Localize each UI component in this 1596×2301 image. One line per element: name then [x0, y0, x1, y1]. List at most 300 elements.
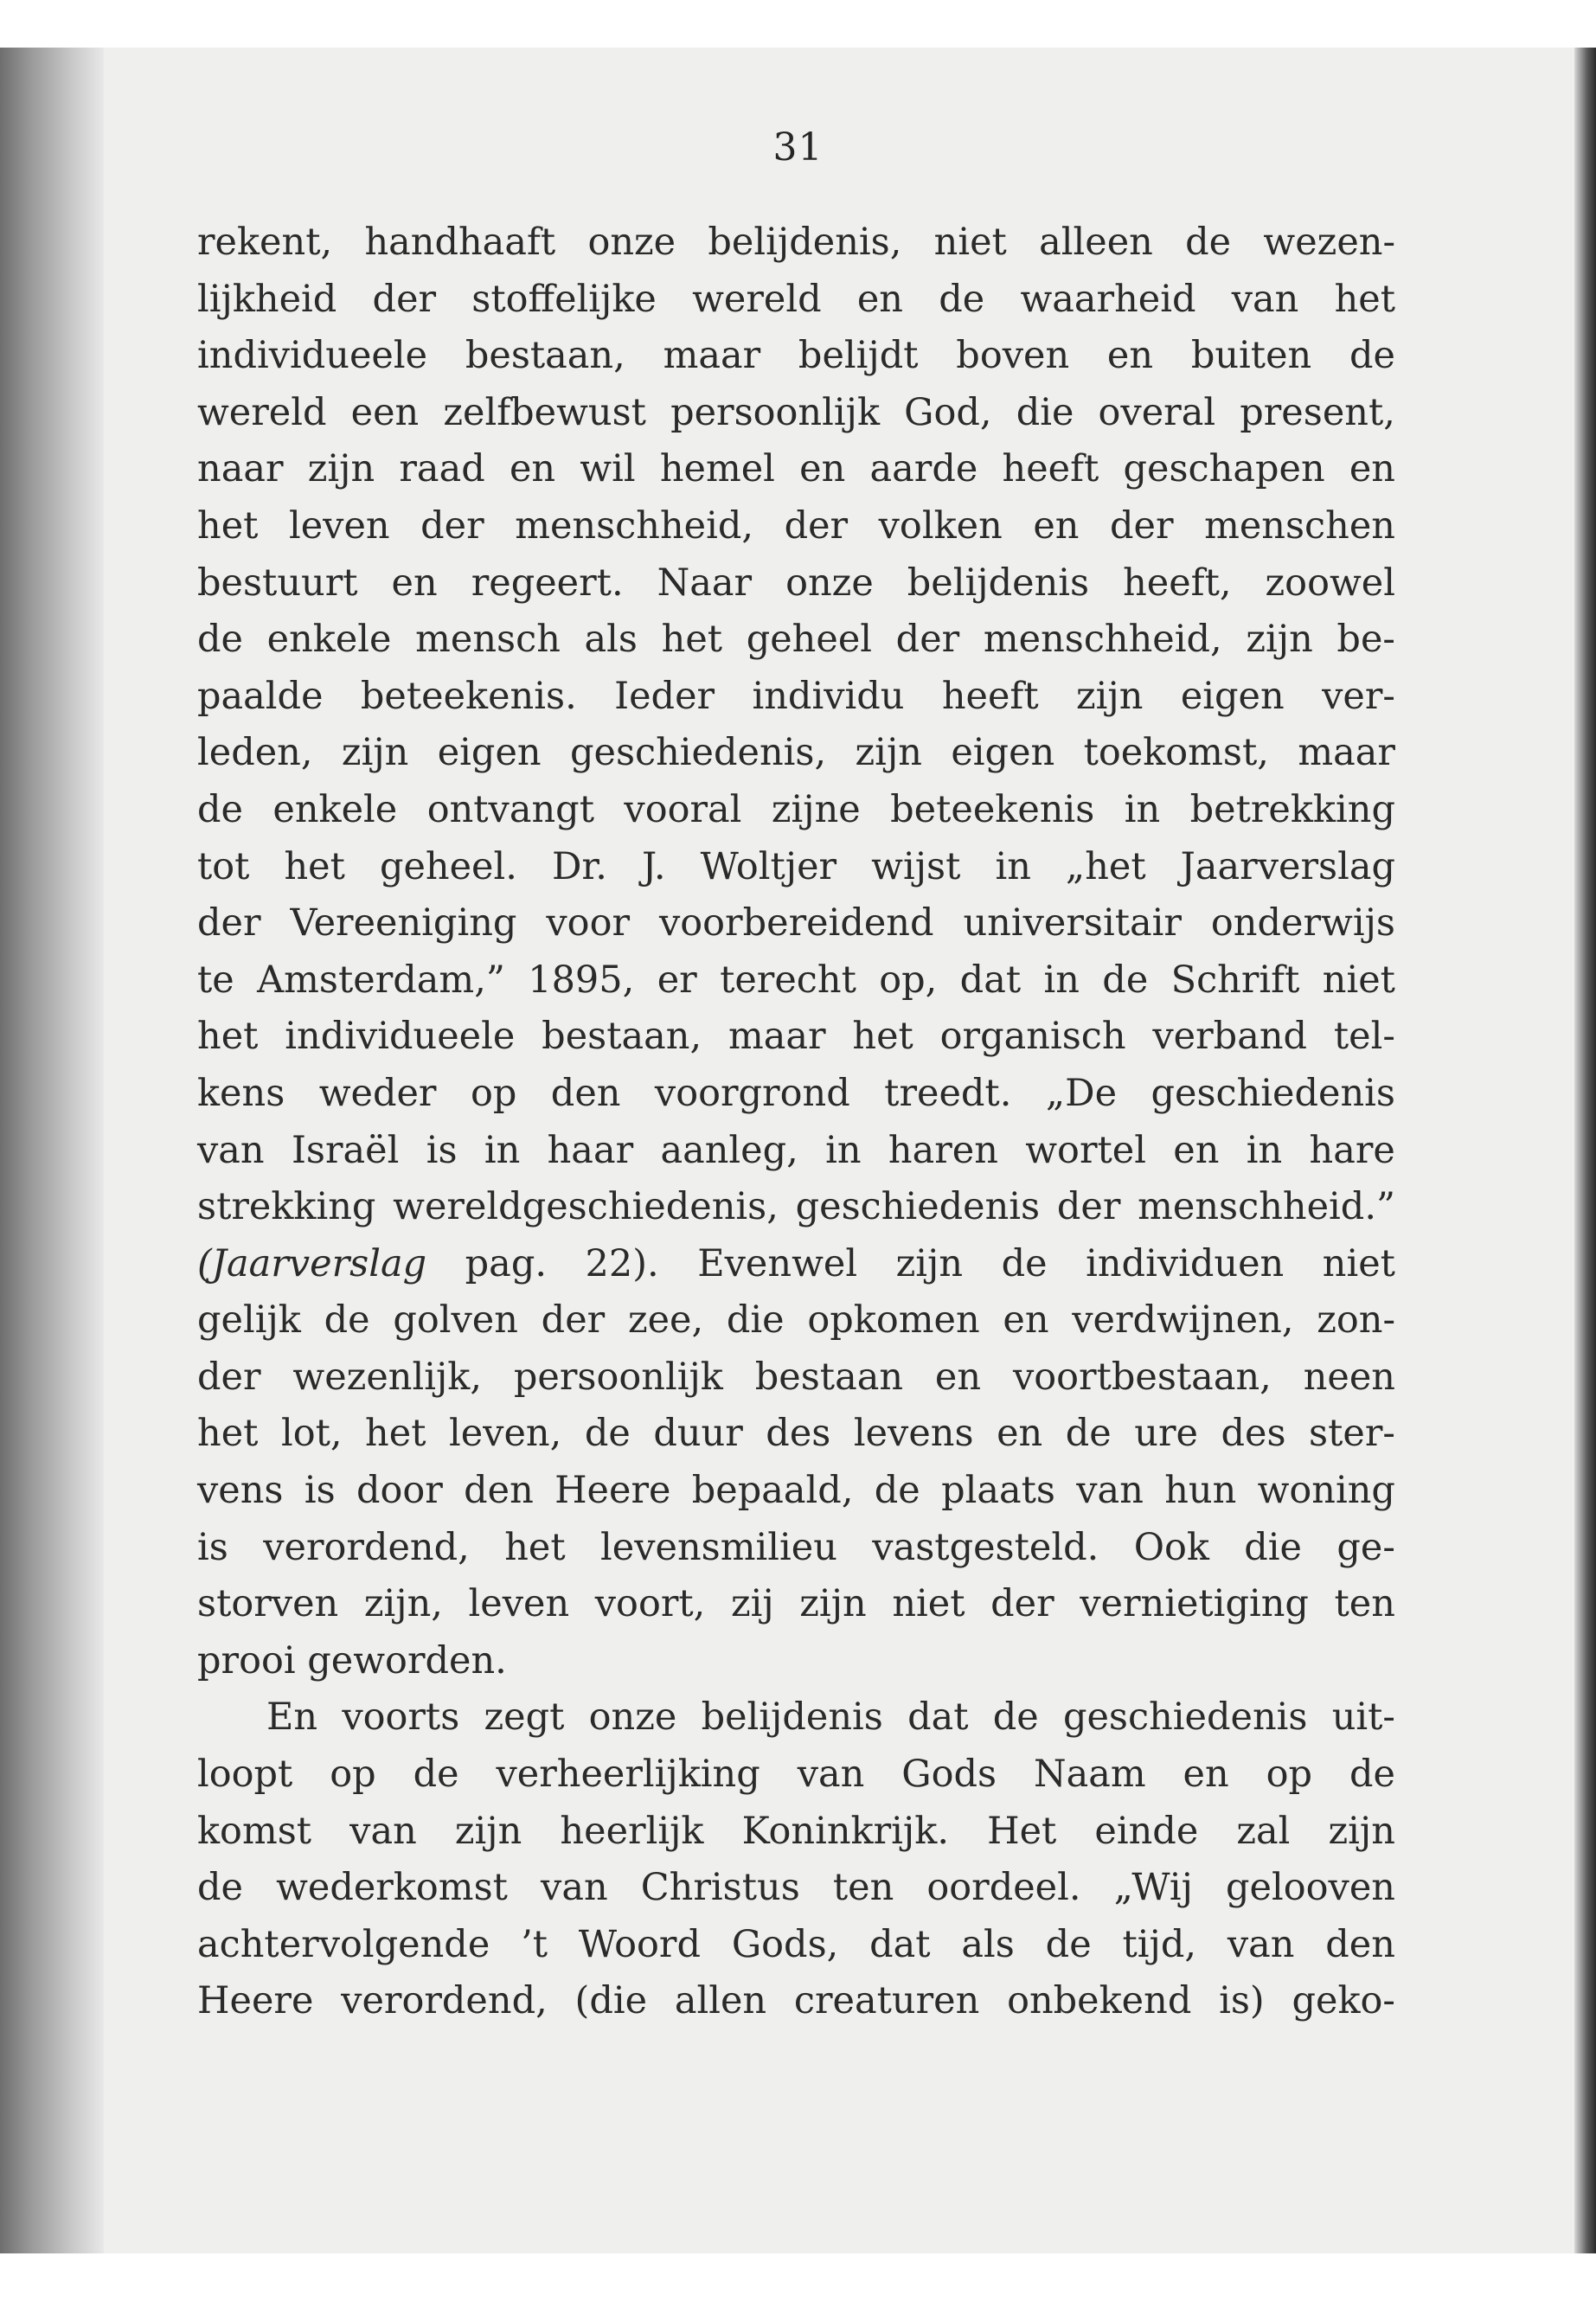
word: niet — [1322, 1241, 1395, 1285]
word: eigen — [1180, 674, 1285, 718]
word: tel- — [1333, 1015, 1395, 1059]
word: levensmilieu — [600, 1525, 837, 1569]
text-line — [197, 1860, 1395, 1917]
word: belijdenis — [907, 561, 1090, 605]
text-line — [197, 1463, 1395, 1520]
word: aarde — [869, 447, 978, 491]
word: ten — [832, 1866, 894, 1910]
word: maar — [1298, 731, 1395, 775]
word: zijn — [895, 1241, 964, 1285]
word: bestuurt — [197, 561, 358, 605]
text-line — [197, 1689, 1395, 1747]
word: heerlijk — [560, 1809, 704, 1853]
word: Koninkrijk. — [741, 1809, 949, 1853]
word: naar — [197, 447, 284, 491]
word: de — [1045, 1922, 1092, 1966]
word: der — [1056, 1185, 1121, 1229]
word: menschheid, — [515, 503, 754, 548]
word: universitair — [963, 901, 1182, 945]
word: Heere — [554, 1469, 671, 1513]
text-line — [197, 1009, 1395, 1066]
word: op, — [879, 958, 938, 1002]
word: wereldgeschiedenis, — [393, 1185, 779, 1229]
word: is — [426, 1128, 458, 1172]
word: verband — [1152, 1015, 1308, 1059]
word: ten — [1334, 1582, 1395, 1626]
text-line — [197, 839, 1395, 896]
scan-bottom-margin — [0, 2253, 1596, 2301]
word: waarheid — [1020, 277, 1196, 321]
word: opkomen — [807, 1298, 980, 1343]
word: gelooven — [1226, 1866, 1395, 1910]
word: belijdenis — [701, 1695, 883, 1740]
word: duur — [653, 1412, 743, 1456]
word: der — [372, 277, 437, 321]
word: der — [197, 901, 261, 945]
word: neen — [1303, 1355, 1395, 1399]
word: het — [197, 503, 259, 548]
word: geschiedenis — [1151, 1071, 1395, 1115]
word: die — [1244, 1525, 1303, 1569]
word: op — [1266, 1753, 1313, 1797]
word: be- — [1336, 618, 1395, 662]
word: dat — [869, 1922, 931, 1966]
word: rekent, — [197, 221, 333, 264]
word: onbekend — [1007, 1979, 1192, 2023]
word: ge- — [1336, 1525, 1395, 1569]
word: Ook — [1133, 1525, 1209, 1569]
text-line — [197, 1066, 1395, 1123]
word: verordend, — [341, 1979, 548, 2023]
word: onze — [588, 1695, 677, 1740]
word: de — [874, 1469, 920, 1513]
word: zijn — [1328, 1809, 1395, 1853]
word: geworden. — [307, 1638, 507, 1682]
word: verordend, — [263, 1525, 470, 1569]
word: „De — [1045, 1071, 1118, 1115]
text-line — [197, 1236, 1395, 1293]
word: buiten — [1190, 334, 1312, 378]
word: den — [550, 1071, 621, 1115]
word: storven — [197, 1582, 339, 1626]
word: kens — [197, 1071, 285, 1115]
word: individueele — [197, 334, 428, 378]
word: present, — [1240, 390, 1395, 434]
word: geschiedenis — [795, 1185, 1041, 1229]
word: J. — [641, 844, 666, 888]
word: toekomst, — [1083, 731, 1269, 775]
word: eigen — [437, 731, 542, 775]
word: maar — [663, 334, 761, 378]
text-line — [197, 1520, 1395, 1577]
word: strekking — [197, 1185, 376, 1229]
word: en — [1183, 1753, 1229, 1797]
text-line — [197, 782, 1395, 839]
word: des — [766, 1412, 831, 1456]
word: Schrift — [1170, 958, 1300, 1002]
word: de — [1185, 221, 1232, 264]
word: zoowel — [1265, 561, 1395, 605]
word: individuen — [1086, 1241, 1285, 1285]
word: verheerlijking — [496, 1753, 760, 1797]
word: achtervolgende — [197, 1922, 490, 1966]
book-gutter-shadow — [0, 48, 104, 2253]
word: hun — [1164, 1469, 1237, 1513]
word: organisch — [939, 1015, 1126, 1059]
word: Jaarverslag — [1180, 844, 1395, 888]
word: aanleg, — [660, 1128, 798, 1172]
word: zijn — [855, 731, 922, 775]
word: heeft — [941, 674, 1039, 718]
text-line — [197, 498, 1395, 555]
word: Woord — [578, 1922, 701, 1966]
text-line — [197, 1747, 1395, 1804]
word: voorts — [342, 1695, 460, 1740]
word: van — [797, 1753, 865, 1797]
word: wezen- — [1263, 221, 1395, 264]
word: dat — [959, 958, 1022, 1002]
word: ontvangt — [426, 787, 594, 831]
word: vens — [197, 1469, 284, 1513]
word: Woltjer — [700, 844, 837, 888]
word: golven — [393, 1298, 518, 1343]
word: voorgrond — [654, 1071, 850, 1115]
word: geschiedenis, — [569, 731, 827, 775]
word: treedt. — [884, 1071, 1012, 1115]
word: wijst — [871, 844, 961, 888]
word: en — [997, 1412, 1043, 1456]
word: zijn — [1076, 674, 1144, 718]
word: maar — [727, 1015, 826, 1059]
text-line — [197, 385, 1395, 442]
word: komst — [197, 1809, 312, 1853]
word: in — [825, 1128, 862, 1172]
word: van — [1227, 1922, 1295, 1966]
word: Het — [987, 1809, 1057, 1853]
word: menschheid, — [983, 618, 1222, 662]
word: de — [939, 277, 985, 321]
word: der — [895, 618, 960, 662]
word: belijdt — [798, 334, 919, 378]
word: Naam — [1033, 1753, 1146, 1797]
word: haar — [547, 1128, 634, 1172]
word: vooral — [624, 787, 742, 831]
word: stoffelijke — [471, 277, 657, 321]
word: geheel — [746, 618, 873, 662]
word: persoonlijk — [513, 1355, 723, 1399]
word: pag. — [465, 1241, 548, 1285]
word: het — [197, 1015, 259, 1059]
text-line — [197, 1406, 1395, 1463]
word: zijn — [454, 1809, 522, 1853]
word: haren — [888, 1128, 998, 1172]
word: is) — [1219, 1979, 1265, 2023]
word: onze — [587, 221, 676, 264]
word: Evenwel — [697, 1241, 858, 1285]
word: boven — [956, 334, 1070, 378]
word: zijne — [771, 787, 861, 831]
word: onderwijs — [1210, 901, 1395, 945]
word: van — [541, 1866, 608, 1910]
word: zal — [1236, 1809, 1291, 1853]
word: den — [1325, 1922, 1395, 1966]
word: er — [657, 958, 697, 1002]
word: op — [330, 1753, 376, 1797]
word: heeft — [1002, 447, 1099, 491]
word: in — [484, 1128, 521, 1172]
word: de — [197, 787, 243, 831]
word: wereld — [692, 277, 822, 321]
word: der — [784, 503, 849, 548]
word: volken — [878, 503, 1003, 548]
word: woning — [1257, 1469, 1395, 1513]
word: wederkomst — [276, 1866, 508, 1910]
word: mensch — [415, 618, 561, 662]
word: eigen — [951, 731, 1055, 775]
text-line — [197, 725, 1395, 782]
word: den — [464, 1469, 534, 1513]
text-line — [197, 215, 1395, 272]
word: lijkheid — [197, 277, 337, 321]
text-line — [197, 1973, 1395, 2030]
word: de — [197, 1866, 243, 1910]
text-line — [197, 612, 1395, 669]
word: het — [852, 1015, 913, 1059]
word: de — [1001, 1241, 1048, 1285]
word: van — [349, 1809, 417, 1853]
word: betrekking — [1189, 787, 1395, 831]
word: de — [1065, 1412, 1112, 1456]
word: levens — [853, 1412, 974, 1456]
word: is — [197, 1525, 228, 1569]
word: te — [197, 958, 234, 1002]
word: raad — [399, 447, 485, 491]
word: in — [1043, 958, 1080, 1002]
text-line — [197, 555, 1395, 612]
word: bestaan, — [465, 334, 625, 378]
word: in — [1124, 787, 1161, 831]
word: En — [266, 1695, 318, 1740]
word: en — [1033, 503, 1080, 548]
word: het — [661, 618, 723, 662]
word: het — [197, 1412, 259, 1456]
word: het — [284, 844, 345, 888]
word: bepaald, — [691, 1469, 854, 1513]
word: overal — [1098, 390, 1216, 434]
word: 1895, — [528, 958, 635, 1002]
word: terecht — [720, 958, 856, 1002]
text-line — [197, 1179, 1395, 1236]
word: niet — [892, 1582, 965, 1626]
word: Heere — [197, 1979, 314, 2023]
word: regeert. — [471, 561, 624, 605]
word: vernietiging — [1080, 1582, 1309, 1626]
word: hemel — [659, 447, 775, 491]
word: Christus — [640, 1866, 800, 1910]
word: wereld — [197, 390, 327, 434]
word: zijn, — [363, 1582, 443, 1626]
word: allen — [674, 1979, 767, 2023]
word: en — [1003, 1298, 1049, 1343]
word: en — [391, 561, 438, 605]
word: de — [992, 1695, 1039, 1740]
word: wezenlijk, — [292, 1355, 483, 1399]
word: Gods — [901, 1753, 997, 1797]
word: vastgesteld. — [872, 1525, 1099, 1569]
word: wortel — [1025, 1128, 1146, 1172]
word: leden, — [197, 731, 313, 775]
word: tot — [197, 844, 250, 888]
word: voortbestaan, — [1012, 1355, 1272, 1399]
word: voorbereidend — [658, 901, 934, 945]
word: gelijk — [197, 1298, 301, 1343]
word: de — [1349, 1753, 1395, 1797]
text-line — [197, 669, 1395, 726]
word: zijn — [307, 447, 375, 491]
word: van — [1076, 1469, 1144, 1513]
word: en — [1106, 334, 1154, 378]
word: Amsterdam,” — [257, 958, 505, 1002]
text-line — [197, 441, 1395, 498]
text-line — [197, 272, 1395, 329]
word: ster- — [1309, 1412, 1395, 1456]
text-line — [197, 1917, 1395, 1974]
word: zon- — [1317, 1298, 1395, 1343]
word: persoonlijk — [670, 390, 881, 434]
text-line — [197, 1292, 1395, 1349]
word: uit- — [1331, 1695, 1395, 1740]
word: plaats — [941, 1469, 1055, 1513]
word: beteekenis. — [360, 674, 577, 718]
word: bestaan, — [542, 1015, 702, 1059]
word: voor — [546, 901, 631, 945]
word: geheel. — [379, 844, 517, 888]
word: de — [197, 618, 243, 662]
scan-top-margin — [0, 0, 1596, 48]
text-line — [197, 1804, 1395, 1861]
word: is — [304, 1469, 336, 1513]
word: onze — [785, 561, 874, 605]
word: de — [1102, 958, 1149, 1002]
word: (Jaarverslag — [197, 1241, 427, 1285]
word: geschapen — [1123, 447, 1325, 491]
word: leven — [468, 1582, 570, 1626]
word: niet — [1322, 958, 1395, 1002]
word: Dr. — [551, 844, 607, 888]
word: leven — [288, 503, 390, 548]
word: der — [990, 1582, 1054, 1626]
word: ’t — [521, 1922, 548, 1966]
word: prooi — [197, 1638, 308, 1682]
word: zee, — [627, 1298, 704, 1343]
word: niet — [933, 221, 1007, 264]
word: voort, — [594, 1582, 706, 1626]
word: in — [995, 844, 1031, 888]
word: hare — [1309, 1128, 1395, 1172]
word: geko- — [1292, 1979, 1395, 2023]
word: de — [324, 1298, 370, 1343]
word: Ieder — [614, 674, 715, 718]
word: leven, — [448, 1412, 562, 1456]
word: creaturen — [793, 1979, 980, 2023]
page-number: 31 — [772, 125, 824, 170]
word: op — [470, 1071, 517, 1115]
word: der — [541, 1298, 606, 1343]
text-line — [197, 1349, 1395, 1407]
text-line — [197, 1633, 1395, 1690]
word: zelfbewust — [443, 390, 646, 434]
word: lot, — [280, 1412, 343, 1456]
word: en — [856, 277, 904, 321]
word: en — [1173, 1128, 1220, 1172]
word: door — [356, 1469, 443, 1513]
text-line — [197, 1576, 1395, 1633]
word: belijdenis, — [708, 221, 902, 264]
word: handhaaft — [364, 221, 556, 264]
word: het — [1334, 277, 1395, 321]
word: als — [584, 618, 638, 662]
text-line — [197, 328, 1395, 385]
word: loopt — [197, 1753, 293, 1797]
word: der — [1110, 503, 1174, 548]
word: enkele — [266, 618, 392, 662]
word: van — [197, 1128, 265, 1172]
word: weder — [318, 1071, 437, 1115]
word: dat — [907, 1695, 969, 1740]
word: en — [799, 447, 846, 491]
word: beteekenis — [890, 787, 1095, 831]
word: wil — [580, 447, 636, 491]
word: individu — [752, 674, 905, 718]
word: van — [1231, 277, 1299, 321]
word: Vereeniging — [290, 901, 517, 945]
body-text — [197, 215, 1395, 2030]
word: oordeel. — [926, 1866, 1081, 1910]
word: God, — [904, 390, 992, 434]
word: en — [509, 447, 556, 491]
page-edge — [1574, 48, 1596, 2253]
word: in — [1246, 1128, 1283, 1172]
word: en — [1349, 447, 1395, 491]
word: de — [1349, 334, 1395, 378]
word: bestaan — [754, 1355, 904, 1399]
word: als — [961, 1922, 1015, 1966]
word: einde — [1094, 1809, 1199, 1853]
word: der — [197, 1355, 261, 1399]
word: verdwijnen, — [1072, 1298, 1294, 1343]
word: zijn — [799, 1582, 867, 1626]
word: „het — [1065, 844, 1146, 888]
text-line — [197, 952, 1395, 1009]
word: zegt — [484, 1695, 565, 1740]
word: „Wij — [1113, 1866, 1193, 1910]
word: zij — [730, 1582, 774, 1626]
text-line — [197, 1123, 1395, 1180]
word: individueele — [285, 1015, 516, 1059]
word: menschen — [1204, 503, 1395, 548]
text-line — [197, 895, 1395, 952]
word: Israël — [291, 1128, 400, 1172]
word: zijn — [341, 731, 409, 775]
word: ure — [1134, 1412, 1198, 1456]
word: heeft, — [1123, 561, 1232, 605]
word: ver- — [1322, 674, 1395, 718]
word: des — [1221, 1412, 1286, 1456]
word: geschiedenis — [1062, 1695, 1308, 1740]
word: tijd, — [1122, 1922, 1197, 1966]
word: menschheid.” — [1138, 1185, 1395, 1229]
word: die — [1016, 390, 1074, 434]
